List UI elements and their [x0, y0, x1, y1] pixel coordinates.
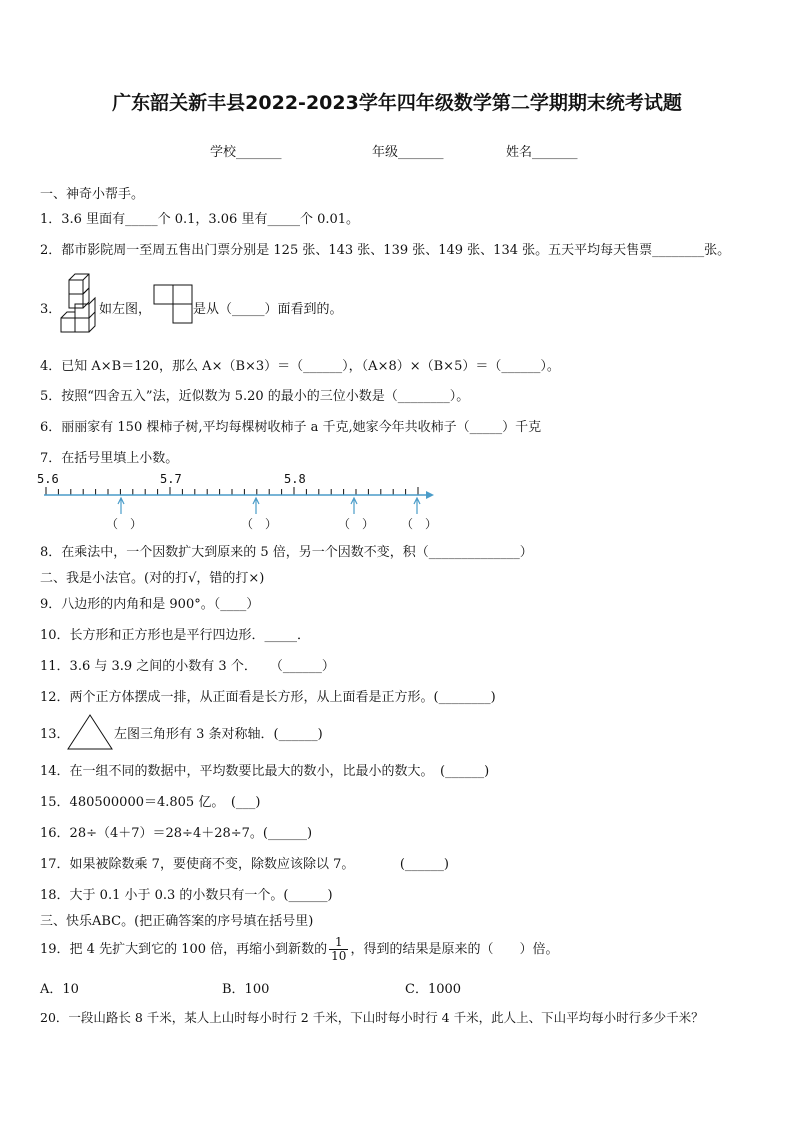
question-2: 2．都市影院周一至周五售出门票分别是 125 张、143 张、139 张、149 张、134 张。五天平均每天售票________张。	[40, 243, 731, 258]
number-line-arrowhead	[426, 491, 434, 499]
question-7: 7．在括号里填上小数。	[40, 451, 179, 466]
question-9: 9．八边形的内角和是 900°。（____）	[40, 597, 260, 612]
question-13-number: 13．	[40, 727, 70, 742]
number-line-label-5.7: 5.7	[160, 472, 182, 486]
number-line-label-5.8: 5.8	[284, 472, 306, 486]
question-19-text-b: ，得到的结果是原来的（ ）倍。	[350, 942, 559, 957]
number-line-blank-1[interactable]: （ ）	[106, 517, 143, 531]
option-b[interactable]: B．100	[222, 982, 270, 997]
grade-field[interactable]: 年级_______	[372, 145, 444, 160]
question-6: 6．丽丽家有 150 棵柿子树,平均每棵树收柿子 a 千克,她家今年共收柿子（_____）千克	[40, 420, 542, 435]
number-line-blank-4[interactable]: （ ）	[401, 517, 438, 531]
question-5: 5．按照“四舍五入”法，近似数为 5.20 的最小的三位小数是（________）。	[40, 389, 470, 404]
page-title: 广东韶关新丰县2022-2023学年四年级数学第二学期期末统考试题	[112, 92, 682, 114]
question-12: 12．两个正方体摆成一排，从正面看是长方形，从上面看是正方形。(________)	[40, 690, 496, 705]
question-3-number: 3．	[40, 302, 62, 317]
fraction-one-tenth	[329, 936, 348, 962]
question-20: 20．一段山路长 8 千米，某人上山时每小时行 2 千米，下山时每小时行 4 千米，此人上、下山平均每小时行多少千米？	[40, 1010, 704, 1025]
question-1: 1．3.6 里面有_____个 0.1，3.06 里有_____个 0.01。	[40, 212, 360, 227]
question-17: 17．如果被除数乘 7，要使商不变，除数应该除以 7。 (______)	[40, 857, 449, 872]
section-3-heading: 三、快乐ABC。(把正确答案的序号填在括号里)	[40, 914, 314, 929]
number-line-label-5.6: 5.6	[37, 472, 59, 486]
option-a[interactable]: A．10	[40, 982, 79, 997]
question-3-text-b: 是从（_____）面看到的。	[193, 302, 343, 317]
section-1-heading: 一、神奇小帮手。	[40, 187, 145, 202]
question-10: 10．长方形和正方形也是平行四边形．_____．	[40, 628, 311, 643]
question-19	[40, 932, 558, 968]
fraction-numerator: 1	[329, 936, 348, 950]
number-line	[36, 468, 446, 536]
question-15: 15．480500000＝4.805 亿。 (___)	[40, 795, 261, 810]
question-18: 18．大于 0.1 小于 0.3 的小数只有一个。(______)	[40, 888, 333, 903]
triangle-figure	[66, 713, 114, 751]
school-field[interactable]: 学校_______	[210, 145, 282, 160]
option-c[interactable]: C．1000	[405, 982, 462, 997]
question-3-text-a: 如左图，	[99, 302, 152, 317]
view-grid-figure	[153, 284, 193, 324]
question-19-text-a: 19．把 4 先扩大到它的 100 倍，再缩小到新数的	[40, 942, 328, 957]
cube-stack-figure	[55, 272, 99, 340]
question-14: 14．在一组不同的数据中，平均数要比最大的数小，比最小的数大。 (______)	[40, 764, 490, 779]
question-4: 4．已知 A×B＝120，那么 A×（B×3）＝（______），（A×8）×（B×5）＝（______）。	[40, 359, 560, 374]
question-16: 16．28÷（4＋7）＝28÷4＋28÷7。(______)	[40, 826, 313, 841]
section-2-heading: 二、我是小法官。(对的打√，错的打×)	[40, 571, 265, 586]
number-line-blank-2[interactable]: （ ）	[241, 517, 278, 531]
question-13-text: 左图三角形有 3 条对称轴．(______)	[114, 727, 323, 742]
question-11: 11．3.6 与 3.9 之间的小数有 3 个． （______）	[40, 659, 335, 674]
fraction-denominator: 10	[331, 949, 347, 963]
number-line-blank-3[interactable]: （ ）	[338, 517, 375, 531]
name-field[interactable]: 姓名_______	[506, 145, 578, 160]
question-8: 8．在乘法中，一个因数扩大到原来的 5 倍，另一个因数不变，积（______________）	[40, 545, 533, 560]
